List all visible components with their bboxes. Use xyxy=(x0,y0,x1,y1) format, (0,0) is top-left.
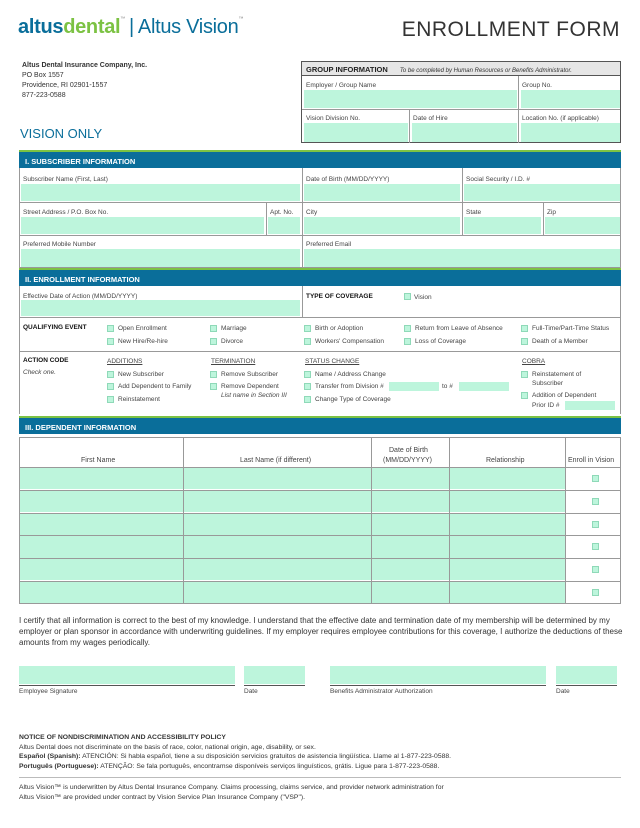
status-checkbox[interactable] xyxy=(304,396,311,403)
enroll-vision-checkbox[interactable] xyxy=(592,543,599,550)
date-label-2: Date xyxy=(556,688,570,695)
first-name-field[interactable] xyxy=(20,536,183,557)
city-label: City xyxy=(306,209,318,216)
cobra-checkbox[interactable] xyxy=(521,392,528,399)
section-dependent-header: III. DEPENDENT INFORMATION xyxy=(19,416,621,434)
vision-label: Vision xyxy=(414,294,432,301)
col-dob: Date of Birth xyxy=(389,447,428,454)
col-dob-format: (MM/DD/YYYY) xyxy=(383,457,432,464)
apt-label: Apt. No. xyxy=(270,209,294,216)
qe-checkbox[interactable] xyxy=(404,338,411,345)
type-coverage-label: TYPE OF COVERAGE xyxy=(306,293,373,300)
effective-date-label: Effective Date of Action (MM/DD/YYYY) xyxy=(23,293,138,300)
subscriber-name-label: Subscriber Name (First, Last) xyxy=(23,176,108,183)
enroll-vision-checkbox[interactable] xyxy=(592,521,599,528)
dob-field[interactable] xyxy=(372,582,449,603)
status-transfer: Transfer from Division # xyxy=(315,383,384,390)
transfer-to-field[interactable] xyxy=(459,382,509,391)
section-subscriber-header: I. SUBSCRIBER INFORMATION xyxy=(19,150,621,168)
nondiscrimination-notice: NOTICE OF NONDISCRIMINATION AND ACCESSIBILITY POLICY Altus Dental does not discriminate on the basis of race, color, national origin, age, disability, or sex. Español (Spanish): ATENCIÓN: Si habla español, tiene a su disposición servicios gratuitos de asistencia lingüística. Llame al 1-877-223-0588. Português (Portuguese): ATENÇÃO: Se fala português, encontramse disponíveis serviços linguísticos, grátis. Ligue para 1-877-223-0588. xyxy=(19,734,452,770)
employee-signature-label: Employee Signature xyxy=(19,688,78,695)
qe-open-enrollment: Open Enrollment xyxy=(118,325,167,332)
transfer-from-field[interactable] xyxy=(389,382,439,391)
section-enrollment-header: II. ENROLLMENT INFORMATION xyxy=(19,268,621,286)
division-field[interactable] xyxy=(304,123,408,142)
add-checkbox[interactable] xyxy=(107,383,114,390)
last-name-field[interactable] xyxy=(184,536,371,557)
employee-signature-field[interactable] xyxy=(19,666,235,684)
group-no-label: Group No. xyxy=(522,82,552,89)
cobra-prior-id-label: Prior ID # xyxy=(532,402,560,409)
group-information-box xyxy=(301,61,621,143)
qe-checkbox[interactable] xyxy=(107,338,114,345)
location-label: Location No. (if applicable) xyxy=(522,115,599,122)
relationship-field[interactable] xyxy=(450,468,565,489)
qe-death: Death of a Member xyxy=(532,338,588,345)
first-name-field[interactable] xyxy=(20,582,183,603)
state-label: State xyxy=(466,209,482,216)
term-remove-dependent: Remove Dependent xyxy=(221,383,279,390)
col-relationship: Relationship xyxy=(486,457,525,464)
mobile-field[interactable] xyxy=(21,249,300,267)
qe-checkbox[interactable] xyxy=(521,338,528,345)
col-last-name: Last Name (if different) xyxy=(240,457,312,464)
vision-only-label: VISION ONLY xyxy=(20,126,103,141)
hire-date-label: Date of Hire xyxy=(413,115,448,122)
add-checkbox[interactable] xyxy=(107,396,114,403)
action-code-label: ACTION CODE xyxy=(23,357,69,364)
add-checkbox[interactable] xyxy=(107,371,114,378)
first-name-field[interactable] xyxy=(20,491,183,512)
ssn-field[interactable] xyxy=(464,184,620,201)
last-name-field[interactable] xyxy=(184,491,371,512)
ssn-label: Social Security / I.D. # xyxy=(466,176,530,183)
street-label: Street Address / P.O. Box No. xyxy=(23,209,109,216)
col-enroll-vision: Enroll in Vision xyxy=(568,457,615,464)
status-checkbox[interactable] xyxy=(304,383,311,390)
enroll-vision-checkbox[interactable] xyxy=(592,589,599,596)
form-title: ENROLLMENT FORM xyxy=(401,18,620,41)
dob-field[interactable] xyxy=(372,536,449,557)
effective-date-field[interactable] xyxy=(21,300,300,316)
email-label: Preferred Email xyxy=(306,241,352,248)
qe-checkbox[interactable] xyxy=(107,325,114,332)
qe-ft-pt: Full-Time/Part-Time Status xyxy=(532,325,610,332)
qe-marriage: Marriage xyxy=(221,325,247,332)
date-label-1: Date xyxy=(244,688,258,695)
mobile-label: Preferred Mobile Number xyxy=(23,241,96,248)
zip-label: Zip xyxy=(547,209,557,216)
qe-workers-comp: Workers' Compensation xyxy=(315,338,385,345)
add-dependent: Add Dependent to Family xyxy=(118,383,192,390)
apt-field[interactable] xyxy=(268,217,300,234)
last-name-field[interactable] xyxy=(184,468,371,489)
transfer-to-label: to # xyxy=(442,383,453,390)
date-field-2[interactable] xyxy=(556,666,617,684)
qe-checkbox[interactable] xyxy=(210,338,217,345)
last-name-field[interactable] xyxy=(184,582,371,603)
cobra-checkbox[interactable] xyxy=(521,371,528,378)
brand-logo: altusdental™ | Altus Vision™ xyxy=(18,16,244,38)
status-name-address: Name / Address Change xyxy=(315,371,386,378)
qe-new-hire: New Hire/Re-hire xyxy=(118,338,168,345)
employer-field[interactable] xyxy=(304,90,517,108)
cobra-reinstatement: Reinstatement of xyxy=(532,371,582,378)
additions-heading: ADDITIONS xyxy=(107,358,143,365)
date-field-1[interactable] xyxy=(244,666,305,684)
dob-field[interactable] xyxy=(372,491,449,512)
enroll-vision-checkbox[interactable] xyxy=(592,475,599,482)
relationship-field[interactable] xyxy=(450,491,565,512)
relationship-field[interactable] xyxy=(450,582,565,603)
location-field[interactable] xyxy=(521,123,620,142)
relationship-field[interactable] xyxy=(450,514,565,535)
first-name-field[interactable] xyxy=(20,559,183,580)
qe-checkbox[interactable] xyxy=(304,325,311,332)
prior-id-field[interactable] xyxy=(565,401,615,410)
admin-authorization-field[interactable] xyxy=(330,666,546,684)
qe-return-leave: Return from Leave of Absence xyxy=(415,325,503,332)
qe-divorce: Divorce xyxy=(221,338,244,345)
group-no-field[interactable] xyxy=(521,90,620,108)
admin-authorization-label: Benefits Administrator Authorization xyxy=(330,688,433,695)
last-name-field[interactable] xyxy=(184,514,371,535)
first-name-field[interactable] xyxy=(20,514,183,535)
qe-loss-coverage: Loss of Coverage xyxy=(415,338,466,345)
status-checkbox[interactable] xyxy=(304,371,311,378)
enroll-vision-checkbox[interactable] xyxy=(592,566,599,573)
first-name-field[interactable] xyxy=(20,468,183,489)
hire-date-field[interactable] xyxy=(412,123,517,142)
qe-birth: Birth or Adoption xyxy=(315,325,364,332)
term-note: List name in Section III xyxy=(221,392,287,399)
certification-text: I certify that all information is correct to the best of my knowledge. I understand that the effective date and termination date of my membership will be determined by my employer or plan sponsor in accordance with underwriting guidelines. If my employer requires employee contributions for this coverage, I authorize the deductions of these amounts from my wages periodically. xyxy=(19,616,623,647)
qe-checkbox[interactable] xyxy=(304,338,311,345)
group-info-header: GROUP INFORMATION To be completed by Human Resources or Benefits Administrator. xyxy=(302,62,620,76)
status-change-coverage: Change Type of Coverage xyxy=(315,396,391,403)
qe-checkbox[interactable] xyxy=(210,325,217,332)
state-field[interactable] xyxy=(464,217,541,234)
term-checkbox[interactable] xyxy=(210,371,217,378)
zip-field[interactable] xyxy=(545,217,620,234)
relationship-field[interactable] xyxy=(450,559,565,580)
last-name-field[interactable] xyxy=(184,559,371,580)
check-one-note: Check one. xyxy=(23,369,56,376)
dob-field[interactable] xyxy=(372,514,449,535)
vision-checkbox[interactable] xyxy=(404,293,411,300)
cobra-add-dependent: Addition of Dependent xyxy=(532,392,597,399)
company-address: Altus Dental Insurance Company, Inc. PO Box 1557 Providence, RI 02901-1557 877-223-0588 xyxy=(22,62,148,99)
cobra-heading: COBRA xyxy=(522,358,546,365)
division-label: Vision Division No. xyxy=(306,115,361,122)
street-field[interactable] xyxy=(21,217,264,234)
employer-label: Employer / Group Name xyxy=(306,82,377,89)
footer-underwriting: Altus Vision™ is underwritten by Altus Dental Insurance Company. Claims processing, claims service, and provider network administration for Altus Vision™ are provided under contract by Vision Service Plan Insurance Company ("VSP"). xyxy=(19,784,444,801)
enroll-vision-checkbox[interactable] xyxy=(592,498,599,505)
dob-field[interactable] xyxy=(372,468,449,489)
qualifying-event-label: QUALIFYING EVENT xyxy=(23,324,87,331)
dob-label: Date of Birth (MM/DD/YYYY) xyxy=(306,176,390,183)
dob-field[interactable] xyxy=(304,184,460,201)
qe-checkbox[interactable] xyxy=(521,325,528,332)
term-remove-subscriber: Remove Subscriber xyxy=(221,371,279,378)
status-change-heading: STATUS CHANGE xyxy=(305,358,360,365)
add-new-subscriber: New Subscriber xyxy=(118,371,164,378)
relationship-field[interactable] xyxy=(450,536,565,557)
subscriber-name-field[interactable] xyxy=(21,184,300,201)
dob-field[interactable] xyxy=(372,559,449,580)
termination-heading: TERMINATION xyxy=(211,358,256,365)
city-field[interactable] xyxy=(304,217,460,234)
qe-checkbox[interactable] xyxy=(404,325,411,332)
cobra-reinstatement-2: Subscriber xyxy=(532,380,564,387)
col-first-name: First Name xyxy=(81,457,116,464)
email-field[interactable] xyxy=(304,249,620,267)
term-checkbox[interactable] xyxy=(210,383,217,390)
add-reinstatement: Reinstatement xyxy=(118,396,160,403)
